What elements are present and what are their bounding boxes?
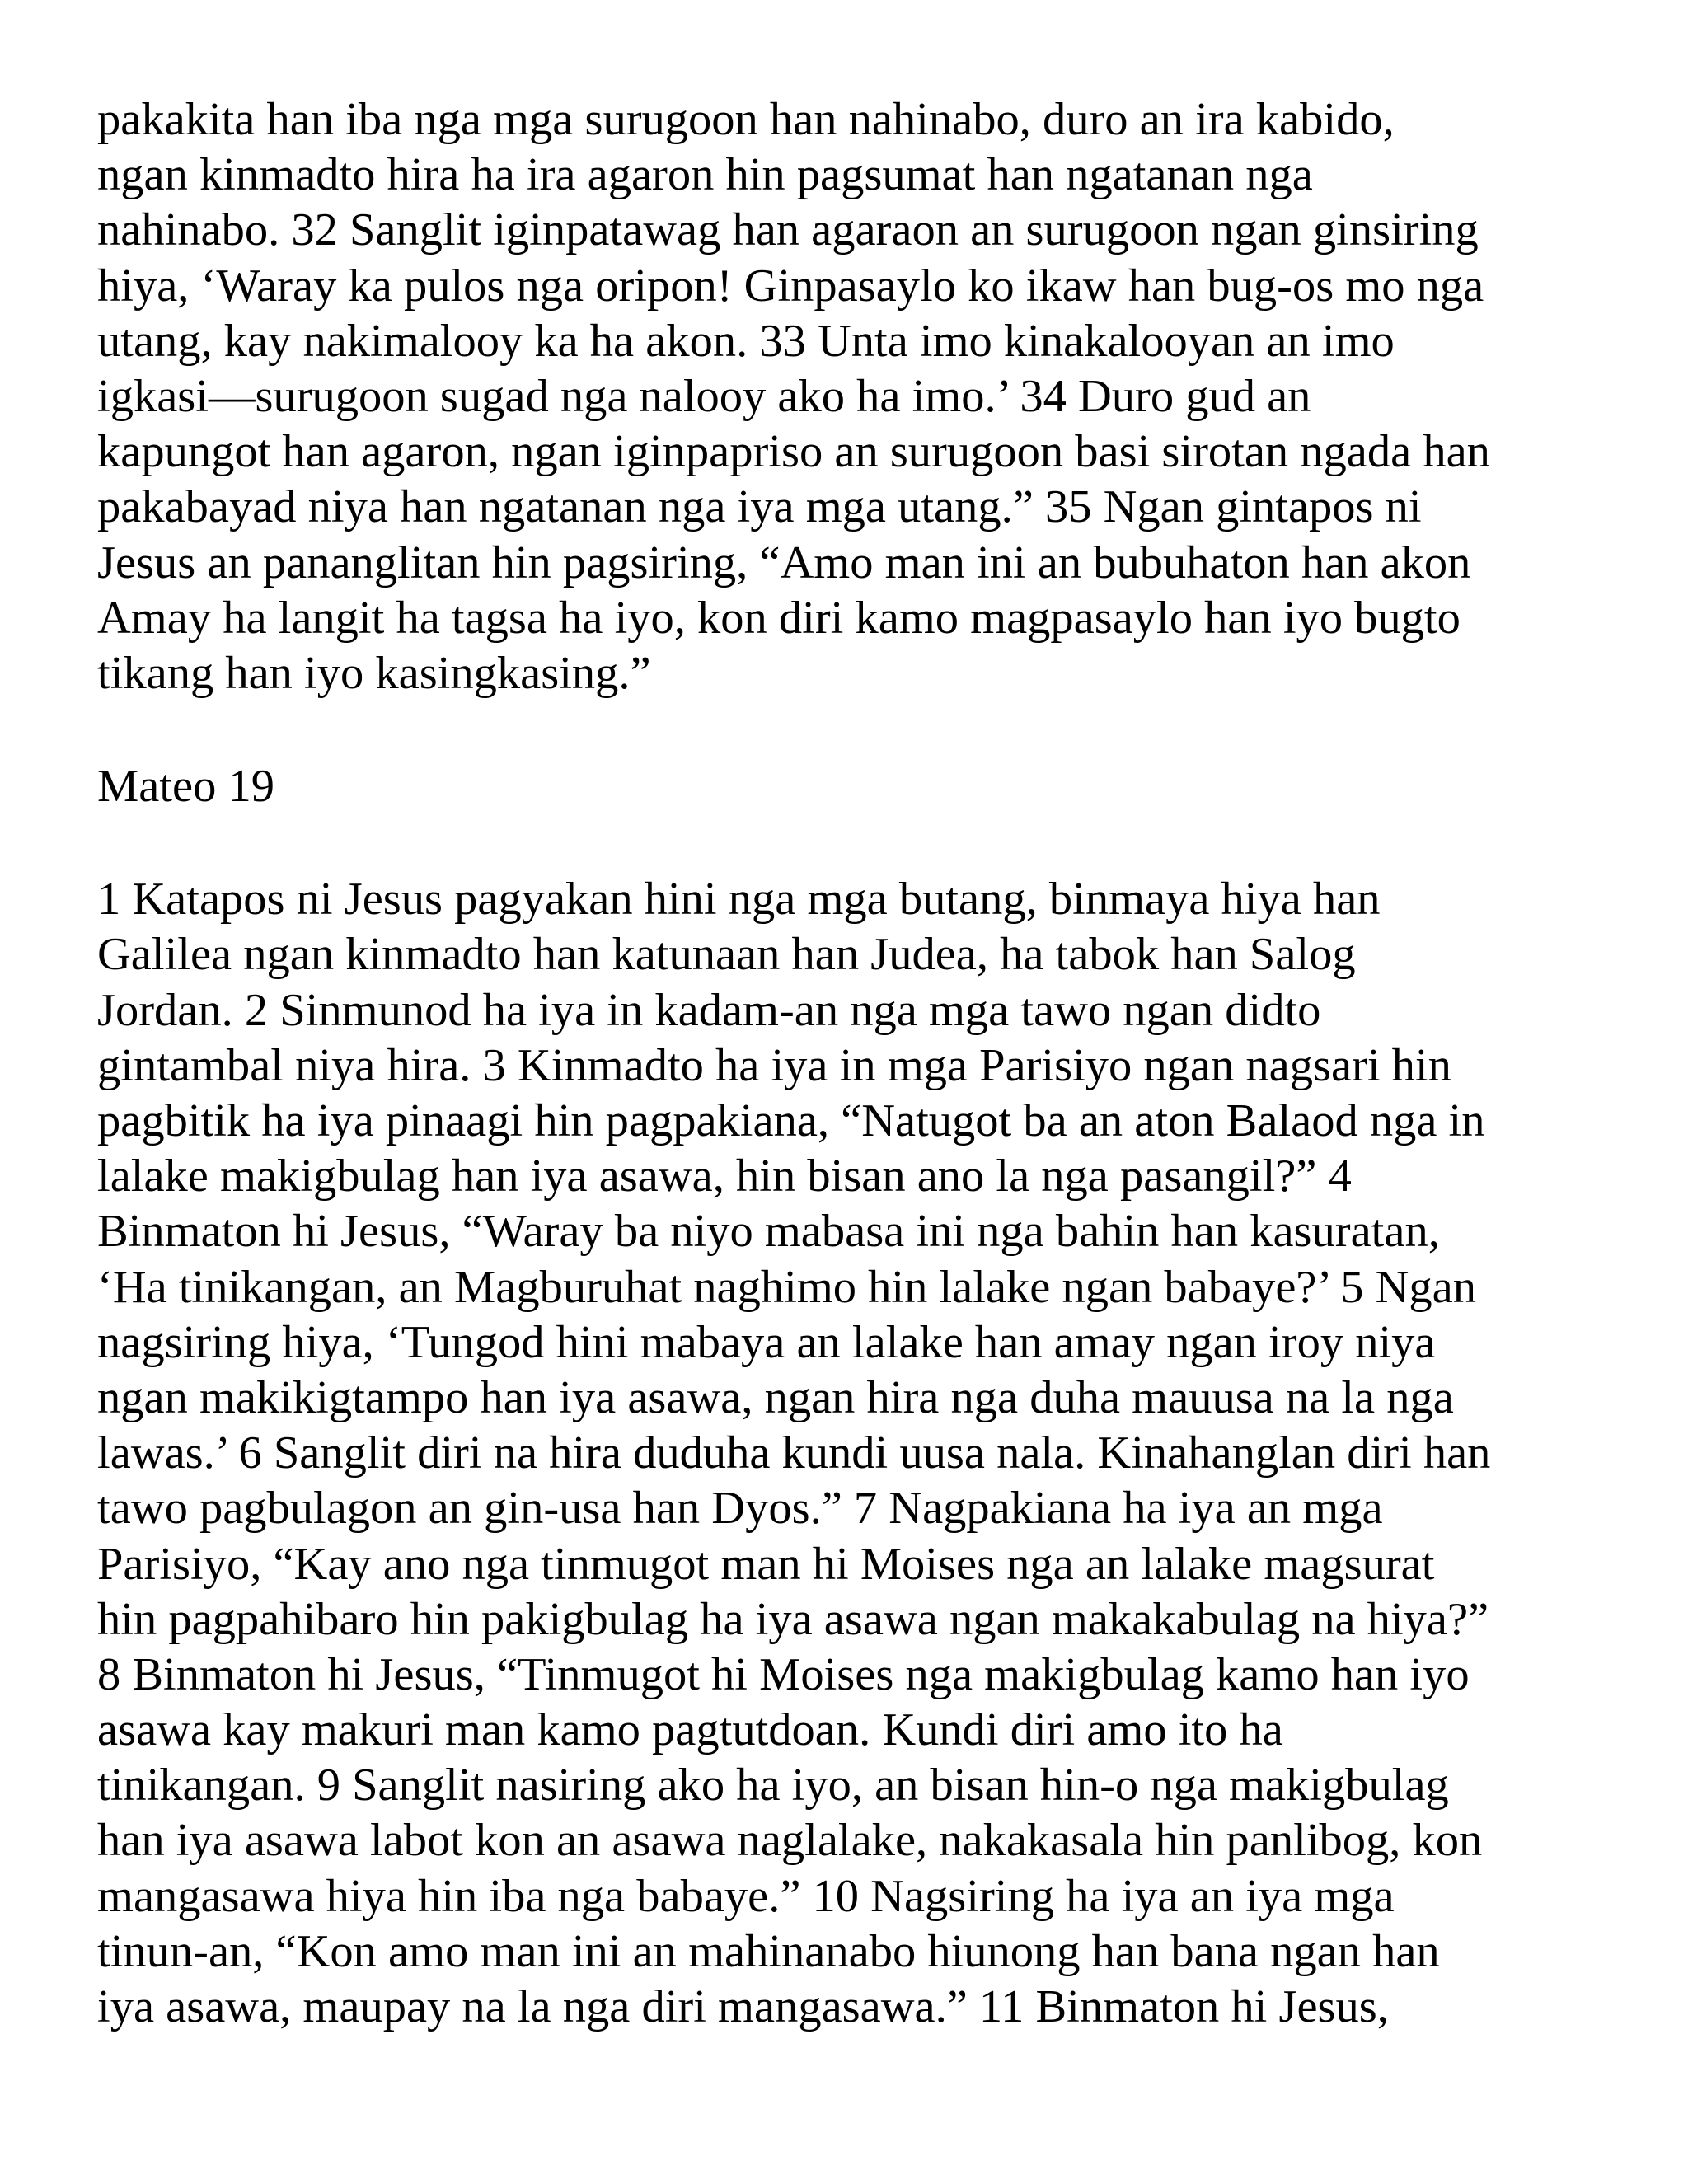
text-line: lalake makigbulag han iya asawa, hin bisan ano la nga pasangil?” 4	[97, 1151, 1352, 1202]
text-line: Jesus an pananglitan hin pagsiring, “Amo man ini an bubuhaton han akon	[97, 537, 1471, 588]
text-line: tawo pagbulagon an gin-usa han Dyos.” 7 Nagpakiana ha iya an mga	[97, 1483, 1383, 1535]
text-line: 8 Binmaton hi Jesus, “Tinmugot hi Moises nga makigbulag kamo han iyo	[97, 1648, 1470, 1700]
text-line: lawas.’ 6 Sanglit diri na hira duduha kundi uusa nala. Kinahanglan diri han	[97, 1427, 1491, 1479]
text-line: nagsiring hiya, ‘Tungod hini mabaya an lalake han amay ngan iroy niya	[97, 1316, 1436, 1368]
chapter-heading: Mateo 19	[97, 761, 274, 813]
text-line: Binmaton hi Jesus, “Waray ba niyo mabasa ini nga bahin han kasuratan,	[97, 1206, 1440, 1258]
text-line: iya asawa, maupay na la nga diri mangasawa.” 11 Binmaton hi Jesus,	[97, 1981, 1389, 2032]
paragraph-spacer	[97, 701, 1606, 759]
paragraph-2	[97, 872, 1606, 2035]
text-line: ngan kinmadto hira ha ira agaron hin pagsumat han ngatanan nga	[97, 149, 1313, 201]
text-line: nahinabo. 32 Sanglit iginpatawag han agaraon an surugoon ngan ginsiring	[97, 204, 1479, 256]
document-page	[97, 92, 1606, 2035]
text-line: utang, kay nakimalooy ka ha akon. 33 Unta imo kinakalooyan an imo	[97, 315, 1395, 367]
text-line: tikang han iyo kasingkasing.”	[97, 647, 651, 699]
text-line: igkasi—surugoon sugad nga nalooy ako ha imo.’ 34 Duro gud an	[97, 370, 1311, 422]
text-line: asawa kay makuri man kamo pagtutdoan. Kundi diri amo ito ha	[97, 1704, 1283, 1756]
text-line: ‘Ha tinikangan, an Magburuhat naghimo hin lalake ngan babaye?’ 5 Ngan	[97, 1261, 1476, 1313]
text-line: han iya asawa labot kon an asawa naglalake, nakakasala hin panlibog, kon	[97, 1815, 1483, 1867]
text-line: hiya, ‘Waray ka pulos nga oripon! Ginpasaylo ko ikaw han bug-os mo nga	[97, 260, 1484, 312]
text-line: hin pagpahibaro hin pakigbulag ha iya asawa ngan makakabulag na hiya?”	[97, 1593, 1489, 1645]
paragraph-1	[97, 92, 1606, 701]
text-line: Amay ha langit ha tagsa ha iyo, kon diri kamo magpasaylo han iyo bugto	[97, 592, 1461, 644]
text-line: Jordan. 2 Sinmunod ha iya in kadam-an nga mga tawo ngan didto	[97, 984, 1321, 1036]
text-line: pagbitik ha iya pinaagi hin pagpakiana, “Natugot ba an aton Balaod nga in	[97, 1095, 1485, 1146]
text-line: Galilea ngan kinmadto han katunaan han Judea, ha tabok han Salog	[97, 929, 1356, 981]
text-line: tinun-an, “Kon amo man ini an mahinanabo hiunong han bana ngan han	[97, 1925, 1440, 1977]
text-line: ngan makikigtampo han iya asawa, ngan hira nga duha mauusa na la nga	[97, 1371, 1454, 1423]
text-line: mangasawa hiya hin iba nga babaye.” 10 Nagsiring ha iya an iya mga	[97, 1870, 1395, 1922]
text-line: 1 Katapos ni Jesus pagyakan hini nga mga butang, binmaya hiya han	[97, 874, 1381, 926]
text-line: Parisiyo, “Kay ano nga tinmugot man hi Moises nga an lalake magsurat	[97, 1538, 1435, 1590]
text-line: gintambal niya hira. 3 Kinmadto ha iya in mga Parisiyo ngan nagsari hin	[97, 1039, 1451, 1091]
text-line: tinikangan. 9 Sanglit nasiring ako ha iyo, an bisan hin-o nga makigbulag	[97, 1760, 1449, 1811]
text-line: pakabayad niya han ngatanan nga iya mga utang.” 35 Ngan gintapos ni	[97, 481, 1422, 533]
paragraph-spacer	[97, 814, 1606, 872]
text-line: pakakita han iba nga mga surugoon han nahinabo, duro an ira kabido,	[97, 94, 1395, 145]
text-line: kapungot han agaron, ngan iginpapriso an surugoon basi sirotan ngada han	[97, 426, 1490, 478]
